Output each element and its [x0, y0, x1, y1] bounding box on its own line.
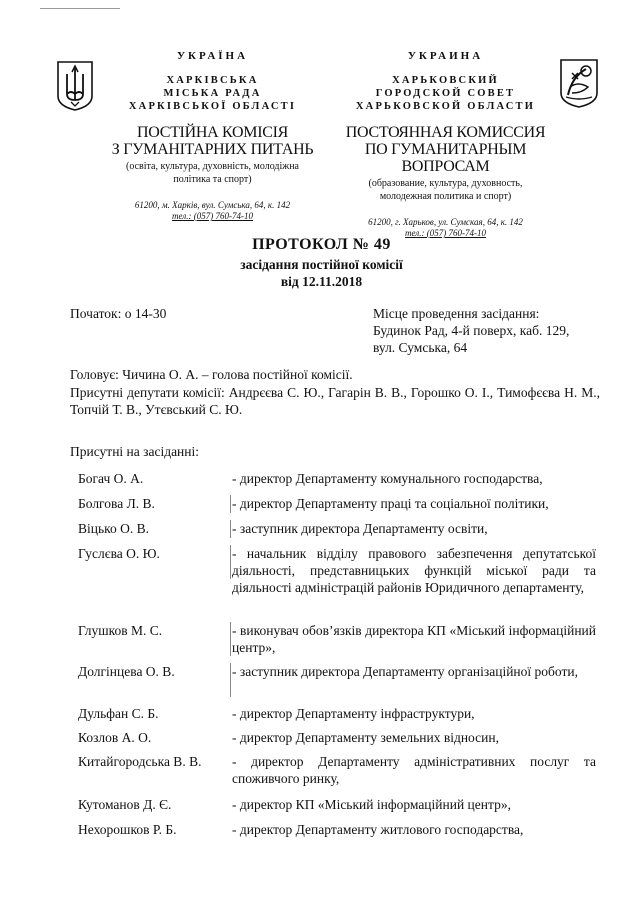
scope-line: (освіта, культура, духовність, молодіжна	[126, 161, 299, 172]
council-name	[110, 74, 315, 113]
margin-mark	[230, 520, 231, 538]
meeting-start-time: Початок: о 14-30	[70, 306, 167, 321]
commission-scope	[338, 177, 553, 203]
attendees-heading: Присутні на засіданні:	[70, 444, 200, 459]
attendee-name: Долгінцева О. В.	[78, 664, 175, 679]
commission-scope	[110, 160, 315, 186]
attendee-name: Дульфан С. Б.	[78, 706, 159, 721]
header-ukrainian	[110, 50, 315, 222]
commission-name	[338, 124, 553, 175]
present-deputies: Присутні депутати комісії: Андрєєва С. Ю., Гагарін В. В., Горошко О. І., Тимофєєва Н. М., Топчій Т. В., Утєвський С. Ю.	[70, 385, 600, 417]
council-name	[338, 74, 553, 113]
document-subtitle: засідання постійної комісії	[240, 257, 403, 272]
attendee-name: Гуслєва О. Ю.	[78, 546, 160, 561]
commission-line: ПОСТОЯННАЯ КОМИССИЯ	[345, 124, 546, 141]
attendee-position: - директор Департаменту праці та соціальної політики,	[232, 496, 549, 511]
attendee-position: - директор КП «Міський інформаційний центр»,	[232, 797, 511, 812]
attendee-position: - директор Департаменту інфраструктури,	[232, 706, 475, 721]
council-line: ХАРЬКОВСКОЙ ОБЛАСТИ	[355, 101, 536, 112]
attendee-position: - директор Департаменту житлового господарства,	[232, 822, 524, 837]
attendee-name: Віцько О. В.	[78, 521, 150, 536]
venue-line: вул. Сумська, 64	[373, 340, 468, 355]
kharkiv-city-emblem-icon	[558, 57, 600, 109]
phone-number: тел.: (057) 760-74-10	[172, 211, 253, 221]
postal-address: 61200, м. Харків, вул. Сумська, 64, к. 142	[134, 200, 291, 210]
country-name: УКРАИНА	[407, 50, 484, 62]
council-line: ХАРКІВСЬКА	[166, 75, 259, 86]
attendee-name: Глушков М. С.	[78, 623, 163, 638]
document-title: ПРОТОКОЛ № 49	[252, 236, 391, 253]
commission-line: З ГУМАНІТАРНИХ ПИТАНЬ	[111, 141, 314, 158]
country-name: УКРАЇНА	[176, 50, 249, 62]
margin-mark	[230, 545, 231, 579]
ukraine-coat-of-arms-icon	[56, 60, 94, 112]
venue-line: Місце проведення засідання:	[373, 306, 540, 321]
attendee-name: Болгова Л. В.	[78, 496, 155, 511]
attendee-position: - заступник директора Департаменту освіти,	[232, 521, 488, 536]
header-russian	[338, 50, 553, 239]
scope-line: (образование, культура, духовность,	[368, 178, 523, 189]
commission-line: ПО ГУМАНИТАРНЫМ ВОПРОСАМ	[364, 141, 527, 175]
phone-number: тел.: (057) 760-74-10	[405, 228, 486, 238]
commission-name	[110, 124, 315, 158]
attendee-position: - виконувач обов’язків директора КП «Міський інформаційний центр»,	[232, 623, 596, 655]
attendee-position: - директор Департаменту адміністративних послуг та споживчого ринку,	[232, 754, 596, 786]
meeting-venue	[373, 305, 603, 356]
attendee-position: - начальник відділу правового забезпечення депутатської діяльності, представницьких функцій міської ради та діяльності адміністрацій районів Юридичного департаменту,	[232, 546, 596, 595]
scan-edge-line	[40, 8, 120, 9]
address-block	[110, 200, 315, 222]
scope-line: політика та спорт)	[173, 174, 252, 185]
margin-mark	[230, 495, 231, 513]
margin-mark	[230, 663, 231, 697]
attendee-name: Китайгородська В. В.	[78, 754, 202, 769]
commission-line: ПОСТІЙНА КОМІСІЯ	[137, 124, 288, 141]
document-date: від 12.11.2018	[280, 274, 363, 289]
margin-mark	[230, 622, 231, 656]
attendee-name: Нехорошков Р. Б.	[78, 822, 177, 837]
council-line: ГОРОДСКОЙ СОВЕТ	[375, 88, 516, 99]
council-line: МІСЬКА РАДА	[163, 88, 262, 99]
attendee-position: - заступник директора Департаменту організаційної роботи,	[232, 664, 578, 679]
venue-line: Будинок Рад, 4-й поверх, каб. 129,	[373, 323, 570, 338]
attendee-name: Кутоманов Д. Є.	[78, 797, 172, 812]
chairperson: Головує: Чичина О. А. – голова постійної комісії.	[70, 367, 353, 382]
scope-line: молодежная политика и спорт)	[379, 191, 512, 202]
postal-address: 61200, г. Харьков, ул. Сумская, 64, к. 142	[368, 217, 523, 227]
council-line: ХАРКІВСЬКОЇ ОБЛАСТІ	[128, 101, 297, 112]
council-line: ХАРЬКОВСКИЙ	[392, 75, 499, 86]
attendee-position: - директор Департаменту земельних відносин,	[232, 730, 499, 745]
attendee-name: Козлов А. О.	[78, 730, 152, 745]
attendee-position: - директор Департаменту комунального господарства,	[232, 471, 543, 486]
attendee-name: Богач О. А.	[78, 471, 144, 486]
